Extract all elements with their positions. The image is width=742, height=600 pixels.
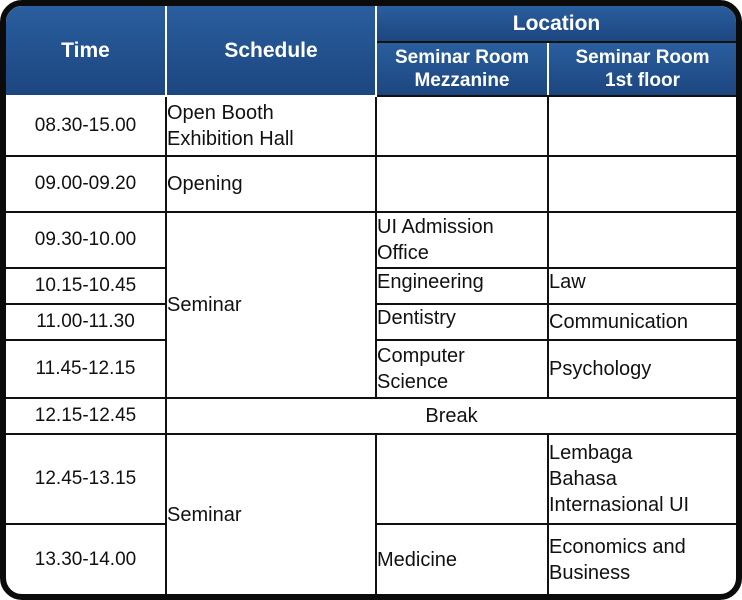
mezzanine-line: Computer [377,345,465,367]
schedule-table [6,6,736,594]
header-room-first-floor-line1: Seminar Room [575,47,710,68]
table-row [6,434,736,524]
schedule-cell [166,96,376,156]
mezzanine-cell [376,96,548,156]
table-row [6,156,736,212]
mezzanine-line: UI Admission [377,216,494,238]
header-room-mezzanine-line1: Seminar Room [394,47,530,68]
first-floor-cell: Law [548,268,736,304]
time-cell: 08.30-15.00 [6,96,166,156]
time-cell: 10.15-10.45 [6,268,166,304]
header-room-mezzanine-line2: Mezzanine [414,70,510,91]
mezzanine-cell: Dentistry [376,304,548,340]
first-floor-line: Internasional UI [549,494,690,516]
first-floor-cell [548,524,736,594]
first-floor-cell [548,156,736,212]
header-schedule: Schedule [166,6,376,96]
mezzanine-cell: Engineering [376,268,548,304]
mezzanine-cell [376,156,548,212]
first-floor-cell [548,434,736,524]
first-floor-cell: Communication [548,304,736,340]
first-floor-cell: Psychology [548,340,736,398]
schedule-cell-seminar: Seminar [166,212,376,398]
mezzanine-cell [376,340,548,398]
table-row [6,96,736,156]
table-row [6,212,736,268]
first-floor-line: Economics and [549,535,686,558]
header-location: Location [376,6,736,42]
header-time: Time [6,6,166,96]
mezzanine-line: Office [377,242,429,264]
schedule-cell-seminar: Seminar [166,434,376,594]
header-room-first-floor [548,42,736,96]
first-floor-line: Bahasa [549,468,617,490]
header-room-mezzanine [376,42,548,96]
mezzanine-cell [376,212,548,268]
table-row [6,398,736,434]
time-cell: 09.30-10.00 [6,212,166,268]
time-cell: 12.15-12.45 [6,398,166,434]
break-cell: Break [166,398,736,434]
first-floor-line: Lembaga [549,442,633,464]
first-floor-cell [548,96,736,156]
first-floor-cell [548,212,736,268]
time-cell: 11.45-12.15 [6,340,166,398]
mezzanine-cell [376,434,548,524]
schedule-line: Exhibition Hall [167,128,294,150]
mezzanine-line: Science [377,371,449,393]
schedule-line: Open Booth [167,102,274,124]
time-cell: 11.00-11.30 [6,304,166,340]
schedule-cell: Opening [166,156,376,212]
time-cell: 13.30-14.00 [6,524,166,594]
time-cell: 09.00-09.20 [6,156,166,212]
time-cell: 12.45-13.15 [6,434,166,524]
mezzanine-cell: Medicine [376,524,548,594]
first-floor-line: Business [549,561,631,584]
header-room-first-floor-line2: 1st floor [605,70,680,91]
